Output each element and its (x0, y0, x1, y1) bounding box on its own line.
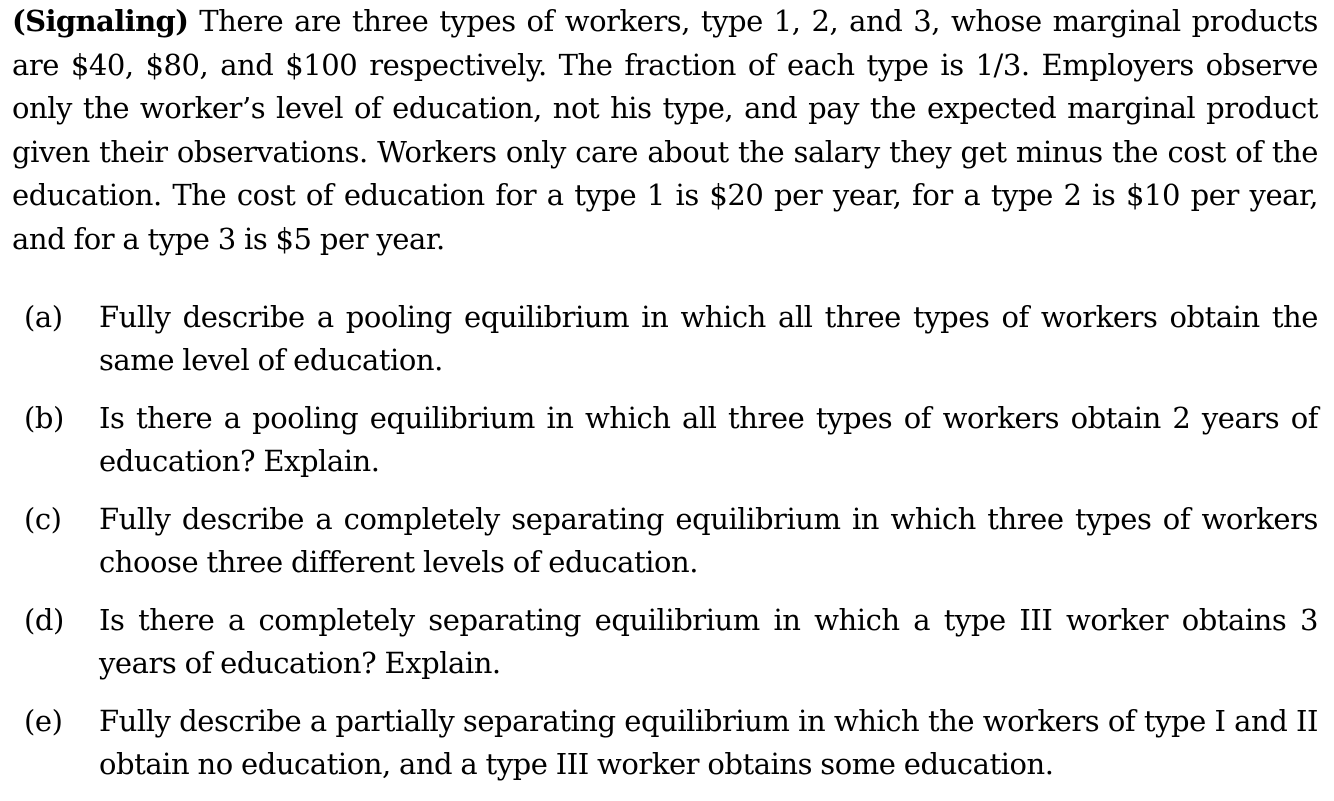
question-text-e: Fully describe a partially separating equilibrium in which the workers of type I and II obtain no education, and a type III worker obtains some education. (99, 704, 1318, 781)
question-item-e (24, 700, 1318, 786)
question-item-a (24, 296, 1318, 382)
question-marker-b: (b) (24, 401, 64, 435)
question-text-d: Is there a completely separating equilibrium in which a type III worker obtains 3 years of education? Explain. (99, 603, 1318, 680)
problem-intro-text: There are three types of workers, type 1, 2, and 3, whose marginal products are $40, $80, and $100 respectively. The fraction of each type is 1/3. Employers observe only the worker’s level of education, not his type, and pay the expected marginal product given their observations. Workers only care about the salary they get minus the cost of the education. The cost of education for a type 1 is $20 per year, for a type 2 is $10 per year, and for a type 3 is $5 per year. (12, 4, 1318, 256)
question-list (24, 296, 1318, 801)
question-marker-e: (e) (24, 704, 63, 738)
question-text-c: Fully describe a completely separating equilibrium in which three types of workers choose three different levels of education. (99, 502, 1318, 579)
question-marker-d: (d) (24, 603, 64, 637)
problem-document (12, 0, 1318, 781)
question-item-c (24, 498, 1318, 584)
question-text-b: Is there a pooling equilibrium in which all three types of workers obtain 2 years of education? Explain. (99, 401, 1318, 478)
question-marker-c: (c) (24, 502, 62, 536)
question-item-d (24, 599, 1318, 685)
problem-lead: (Signaling) (12, 4, 189, 38)
question-item-b (24, 397, 1318, 483)
problem-intro (12, 0, 1318, 261)
question-text-a: Fully describe a pooling equilibrium in which all three types of workers obtain the same level of education. (99, 300, 1318, 377)
question-marker-a: (a) (24, 300, 63, 334)
